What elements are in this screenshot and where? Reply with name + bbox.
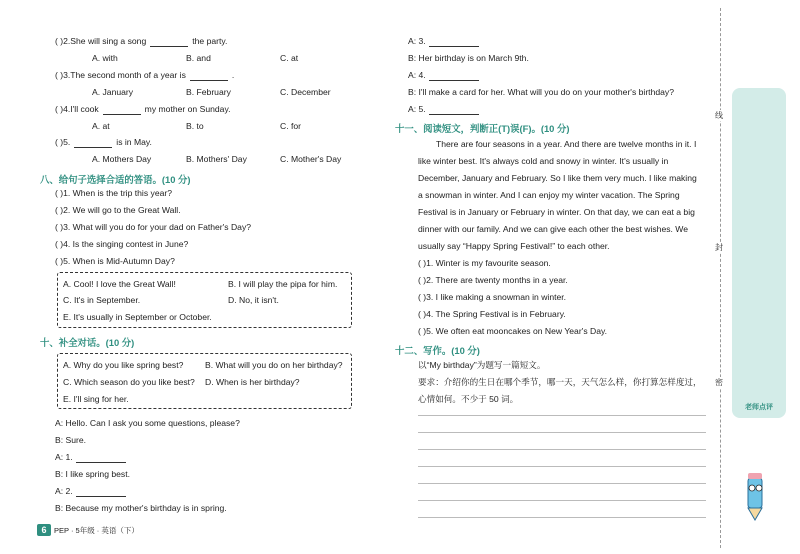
sec8-answer-d: D. No, it isn't. (228, 295, 279, 305)
question-text: The second month of a year is (70, 70, 186, 80)
sec10-choice-a: A. Why do you like spring best? (63, 360, 184, 370)
passage-line-3: December, January and February. So I like them very much. I like making (418, 173, 697, 183)
section-11-title: 十一、阅读短文，判断正(T)误(F)。(10 分) (395, 123, 570, 134)
binding-line (720, 8, 721, 548)
passage-line-6: dinner with our family. And we can give each other the best wishes. We (418, 224, 689, 234)
tf-item-3: ( )3. I like making a snowman in winter. (418, 292, 567, 302)
writing-line (418, 500, 706, 501)
sec8-item-3: ( )3. What will you do for your dad on Father's Day? (55, 222, 252, 232)
answer-blank (190, 71, 228, 81)
question-text: I'll cook (70, 104, 99, 114)
section-12-title: 十二、写作。(10 分) (395, 345, 480, 356)
writing-line (418, 432, 706, 433)
dialog-line-10: B: I'll make a card for her. What will you do on your mother's birthday? (408, 87, 674, 97)
tf-item-2: ( )2. There are twenty months in a year. (418, 275, 568, 285)
option-b: B. to (186, 121, 204, 131)
writing-prompt-2: 要求：介绍你的生日在哪个季节，哪一天，天气怎么样，你打算怎样度过， (418, 377, 702, 387)
teacher-comment-panel (732, 88, 786, 418)
sec8-answer-c: C. It's in September. (63, 295, 141, 305)
option-c: C. December (280, 87, 331, 97)
answer-blank (103, 105, 141, 115)
sec8-answer-a: A. Cool! I love the Great Wall! (63, 279, 176, 289)
sec8-item-4: ( )4. Is the singing contest in June? (55, 239, 189, 249)
option-a: A. Mothers Day (92, 154, 152, 164)
question-number: ( )4. (55, 104, 71, 114)
question-text: . (231, 70, 235, 80)
writing-line (418, 517, 706, 518)
question-text: is in May. (116, 137, 152, 147)
tf-item-5: ( )5. We often eat mooncakes on New Year's Day. (418, 326, 608, 336)
sec8-item-2: ( )2. We will go to the Great Wall. (55, 205, 181, 215)
question-q4 (55, 104, 231, 115)
binding-label-seal: 封 (715, 243, 723, 252)
question-number: ( )5. (55, 137, 71, 147)
sec8-item-1: ( )1. When is the trip this year? (55, 188, 173, 198)
page-number: 6 (37, 524, 51, 536)
tf-item-4: ( )4. The Spring Festival is in February. (418, 309, 566, 319)
binding-label-secret: 密 (715, 378, 723, 387)
passage-line-2: like winter best. It's always cold and snowy in winter. It's usually in (418, 156, 669, 166)
pencil-mascot-icon (738, 470, 772, 522)
question-number: ( )2. (55, 36, 71, 46)
sec10-choice-b: B. What will you do on her birthday? (205, 360, 343, 370)
dialog-line-7: A: 3. (408, 36, 479, 47)
sec10-choice-c: C. Which season do you like best? (63, 377, 195, 387)
dialog-line-4: B: I like spring best. (55, 469, 130, 479)
question-q3 (55, 70, 234, 81)
sec10-choice-d: D. When is her birthday? (205, 377, 300, 387)
binding-label-line: 线 (715, 111, 723, 120)
answer-blank (150, 37, 188, 47)
dialog-line-8: B: Her birthday is on March 9th. (408, 53, 529, 63)
option-b: B. Mothers' Day (186, 154, 247, 164)
answer-blank (74, 138, 112, 148)
dialog-line-9: A: 4. (408, 70, 479, 81)
writing-line (418, 483, 706, 484)
option-a: A. with (92, 53, 118, 63)
section-10-title: 十、补全对话。(10 分) (40, 337, 135, 348)
question-number: ( )3. (55, 70, 71, 80)
option-b: B. and (186, 53, 211, 63)
sec8-item-5: ( )5. When is Mid-Autumn Day? (55, 256, 175, 266)
sec10-choice-e: E. I'll sing for her. (63, 394, 129, 404)
option-a: A. January (92, 87, 134, 97)
passage-line-7: usually say “Happy Spring Festival!” to each other. (418, 241, 610, 251)
dialog-line-1: A: Hello. Can I ask you some questions, please? (55, 418, 240, 428)
option-c: C. for (280, 121, 302, 131)
page-footer (37, 524, 139, 536)
passage-line-4: a snowman in winter. And I can enjoy my winter vacation. The Spring (418, 190, 680, 200)
tf-item-1: ( )1. Winter is my favourite season. (418, 258, 551, 268)
option-b: B. February (186, 87, 231, 97)
question-text: She will sing a song (70, 36, 147, 46)
sec8-answer-b: B. I will play the pipa for him. (228, 279, 338, 289)
passage-line-1: There are four seasons in a year. And there are twelve months in it. I (436, 139, 697, 149)
question-text: my mother on Sunday. (144, 104, 231, 114)
teacher-comment-label: 老师点评 (745, 404, 773, 411)
writing-line (418, 415, 706, 416)
dialog-line-5: A: 2. (55, 486, 126, 497)
section-8-title: 八、给句子选择合适的答语。(10 分) (40, 174, 191, 185)
writing-prompt-1: 以“My birthday”为题写一篇短文。 (418, 360, 546, 370)
question-text: the party. (192, 36, 228, 46)
writing-prompt-3: 心情如何。不少于 50 词。 (418, 394, 519, 404)
option-c: C. at (280, 53, 299, 63)
writing-line (418, 466, 706, 467)
question-q5 (55, 137, 152, 148)
footer-text: PEP · 5年级 · 英语（下） (54, 526, 139, 535)
question-q2 (55, 36, 227, 47)
option-c: C. Mother's Day (280, 154, 342, 164)
dialog-line-2: B: Sure. (55, 435, 87, 445)
dialog-line-3: A: 1. (55, 452, 126, 463)
dialog-line-11: A: 5. (408, 104, 479, 115)
writing-line (418, 449, 706, 450)
passage-line-5: Festival is in January or February in winter. On that day, we can eat a big (418, 207, 695, 217)
option-a: A. at (92, 121, 110, 131)
dialog-line-6: B: Because my mother's birthday is in spring. (55, 503, 227, 513)
sec8-answer-e: E. It's usually in September or October. (63, 312, 212, 322)
